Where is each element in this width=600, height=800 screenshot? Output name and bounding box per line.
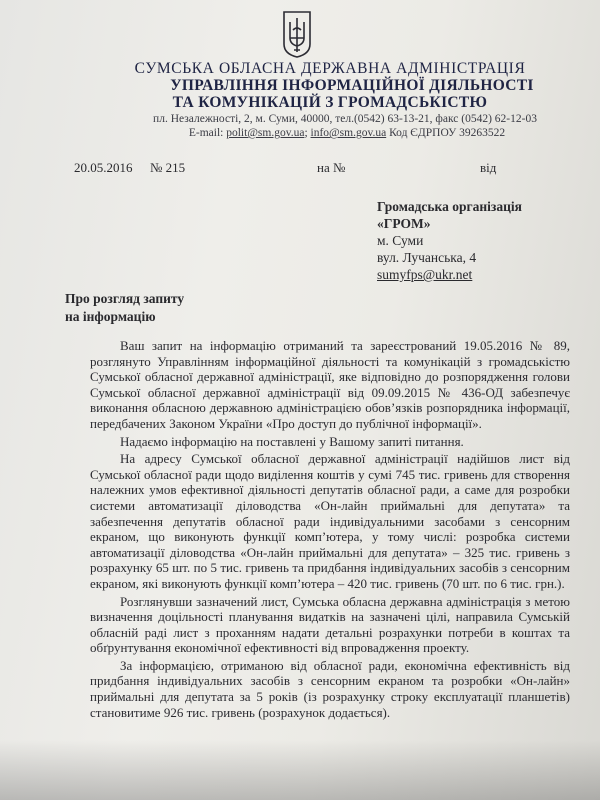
body-paragraph-5: За інформацією, отриманою від обласної ради, економічна ефективність від придбання індивідуальних засобів з сенсорним екраном та розробки «Он-лайн» приймальні для депутата за 5 років (із розрахунку строку експлуатації планшетів) становитиме 926 тис. гривень (розрахунок додається). [90,657,570,720]
org-name-line-1: СУМСЬКА ОБЛАСНА ДЕРЖАВНА АДМІНІСТРАЦІЯ [134,60,526,77]
org-name-line-3: ТА КОМУНІКАЦІЙ З ГРОМАДСЬКІСТЮ [172,94,488,111]
coat-of-arms-emblem [282,10,312,58]
recipient-type: Громадська організація [377,199,522,214]
recipient-street: вул. Лучанська, 4 [377,250,477,265]
body-paragraph-4: Розглянувши зазначений лист, Сумська обласна державна адміністрація з метою визначення доцільності планування видатків на зазначені цілі, направила Сумській обласній раді лист з проханням надати детальні розрахунки потреби в коштах та обґрунтування економічної ефективності від впровадження проекту. [90,593,570,656]
email-link-info: info@sm.gov.ua [310,127,387,139]
org-address: пл. Незалежності, 2, м. Суми, 40000, тел.(0542) 63-13-21, факс (0542) 62-12-03 [153,113,537,125]
letter-body [90,338,570,722]
reference-number-label: на № [317,160,346,175]
recipient-email: sumyfps@ukr.net [377,267,473,282]
body-paragraph-3: На адресу Сумської обласної державної адміністрації надійшов лист від Сумської обласної ради щодо виділення коштів у сумі 745 тис. гривень для створення належних умов ефективної діяльності депутатів обласної ради, а саме для розробки системи автоматизації діловодства «Он-лайн приймальні для депутата» та забезпечення депутатів обласної ради індивідуальними засобами з сенсорним екраном, що виконують функції комп’ютера, у тому числі: розробка системи автоматизації діловодства «Он-лайн приймальні для депутата» – 325 тис. гривень з розрахунку 65 шт. по 5 тис. гривень та придбання індивідуальних засобів з сенсорним екраном, які виконують функції комп’ютера – 420 тис. гривень (70 шт. по 6 тис. грн.). [90,451,570,591]
recipient-block [377,198,522,283]
body-paragraph-2: Надаємо інформацію на поставлені у Вашому запиті питання. [120,433,464,449]
body-paragraph-1: Ваш запит на інформацію отриманий та зареєстрований 19.05.2016 № 89, розглянуто Управлінням інформаційної діяльності та комунікацій з громадськістю Сумської обласної державної адміністрації, яке відповідно до розпорядження голови Сумської обласної державної адміністрації від 09.09.2015 № 436-ОД забезпечує виконання обласною державною адміністрацією обов’язків розпорядника інформації, передбачених Законом України «Про доступ до публічної інформації». [90,338,570,431]
subject-line-1: Про розгляд запиту [65,291,185,306]
email-separator: ; [304,127,311,139]
email-prefix: E-mail: [188,127,227,139]
recipient-name: «ГРОМ» [377,216,431,231]
edrpou-code: Код ЄДРПОУ 39263522 [386,127,506,139]
org-contacts [47,127,600,139]
subject-line-2: на інформацію [65,309,156,324]
letter-date: 20.05.2016 [74,160,133,175]
recipient-city: м. Суми [377,233,424,248]
reference-date-label: від [480,160,497,175]
email-link-polit: polit@sm.gov.ua [226,127,305,139]
letter-number: № 215 [150,160,186,175]
letter-subject [65,290,184,326]
org-name-line-2: УПРАВЛІННЯ ІНФОРМАЦІЙНОЇ ДІЯЛЬНОСТІ [170,77,534,94]
